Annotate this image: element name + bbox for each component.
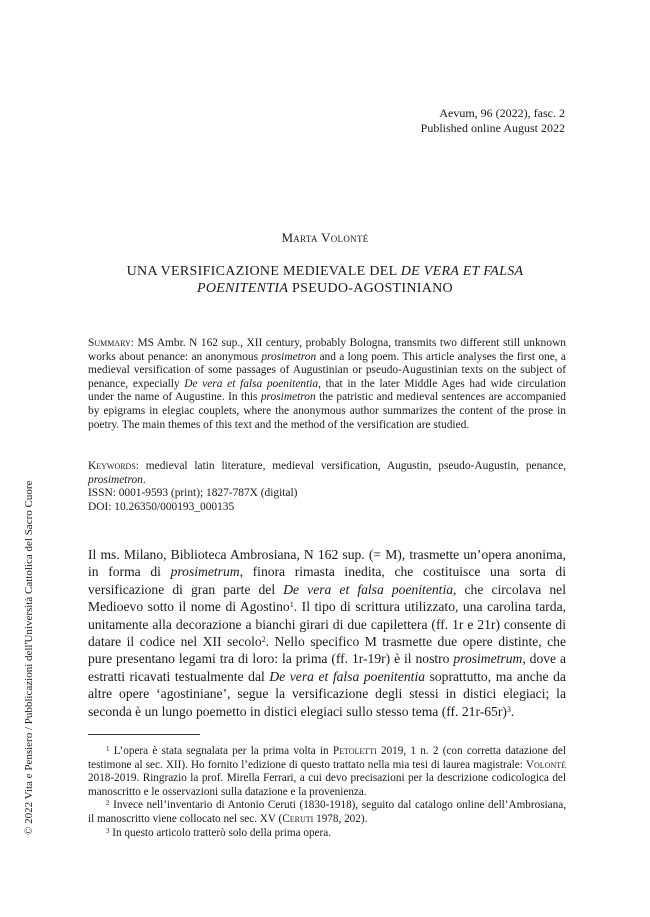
keywords-label: Keywords:: [88, 460, 139, 472]
footnote-ref-2[interactable]: 2: [261, 635, 266, 645]
article-title: UNA VERSIFICAZIONE MEDIEVALE DEL DE VERA ET FALSA POENITENTIA PSEUDO-AGOSTINIANO: [126, 264, 524, 296]
author-name: Marta Volonté: [281, 230, 369, 245]
issn-line: ISSN: 0001-9593 (print); 1827-787X (digital): [88, 487, 298, 500]
title-italic: DE VERA ET FALSA POENITENTIA: [197, 264, 524, 296]
footnotes: [88, 745, 566, 840]
footnote-rule: [88, 734, 200, 735]
keywords-block: [88, 460, 566, 514]
summary-abstract: Summary: MS Ambr. N 162 sup., XII century, probably Bologna, transmits two different still unknown works about penance: an anonymous prosimetron and a long poem. This article analyses the first one, a medieval versification of some passages of Augustinian or pseudo-Augustinian texts on the subject of penance, expecially De vera et falsa poenitentia, that in the later Middle Ages had wide circulation under the name of Augustine. In this prosimetron the patristic and medieval sentences are accompanied by epigrams in elegiac couplets, where the anonymous author summarizes the content of the prose in poetry. The main themes of this text and the method of the versification are studied.: [88, 337, 567, 431]
doi-line: DOI: 10.26350/000193_000135: [88, 500, 235, 513]
body-paragraph: Il ms. Milano, Biblioteca Ambrosiana, N 162 sup. (= M), trasmette un’opera anonima, in forma di prosimetrum, finora rimasta inedita, che costituisce una sorta di versificazione di gran parte del De vera et falsa poenitentia, che circolava nel Medioevo sotto il nome di Agostino$^1$. Il tipo di scrittura utilizzato, una carolina tarda, unitamente alla decorazione a bianchi girari di due capilettera (ff. 1r e 21r) consente di datare il codice nel XII secolo$^2$. Nello specifico M trasmette due opere distinte, che pure presentano legami tra di loro: la prima (ff. 1r-19r) è il nostro prosimetrum, dove a estratti ricavati testualmente dal De vera et falsa poenitentia soprattutto, ma anche da altre opere ‘agostiniane’, segue la versificazione degli stessi in distici elegiaci; la seconda è un lungo poemetto in distici elegiaci sullo stesso tema (ff. 21r-65r)$^3$.: [88, 547, 566, 719]
copyright-sidebar: © 2022 Vita e Pensiero / Pubblicazioni dell'Università Cattolica del Sacro Cuore: [23, 480, 35, 835]
footnote-ref-3[interactable]: 3: [506, 704, 511, 714]
footnote-1: $^1$ L’opera è stata segnalata per la prima volta in Petoletti 2019, 1 n. 2 (con corretta datazione del testimone al sec. XII). Ho fornito l’edizione di questo trattato nella mia tesi di laurea magistrale: Volonté 2018-2019. Ringrazio la prof. Mirella Ferrari, a cui devo precisazioni per la descrizione codicologica del manoscritto e le osservazioni sulla datazione e la provenienza.: [88, 745, 566, 798]
keywords-line: Keywords: medieval latin literature, medieval versification, Augustin, pseudo-Augustin, penance, prosimetron.: [88, 460, 566, 486]
summary-label: Summary:: [88, 337, 134, 349]
footnote-2: $^2$ Invece nell’inventario di Antonio Ceruti (1830-1918), seguito dal catalogo online dell’Ambrosiana, il manoscritto viene collocato nel sec. XV (Ceruti 1978, 202).: [88, 799, 566, 825]
publication-date: Published online August 2022: [420, 121, 565, 135]
journal-header: [421, 106, 565, 136]
footnote-3: $^3$ In questo articolo tratterò solo della prima opera.: [106, 826, 331, 839]
footnote-ref-1[interactable]: 1: [289, 600, 294, 610]
journal-issue: Aevum, 96 (2022), fasc. 2: [439, 106, 565, 120]
